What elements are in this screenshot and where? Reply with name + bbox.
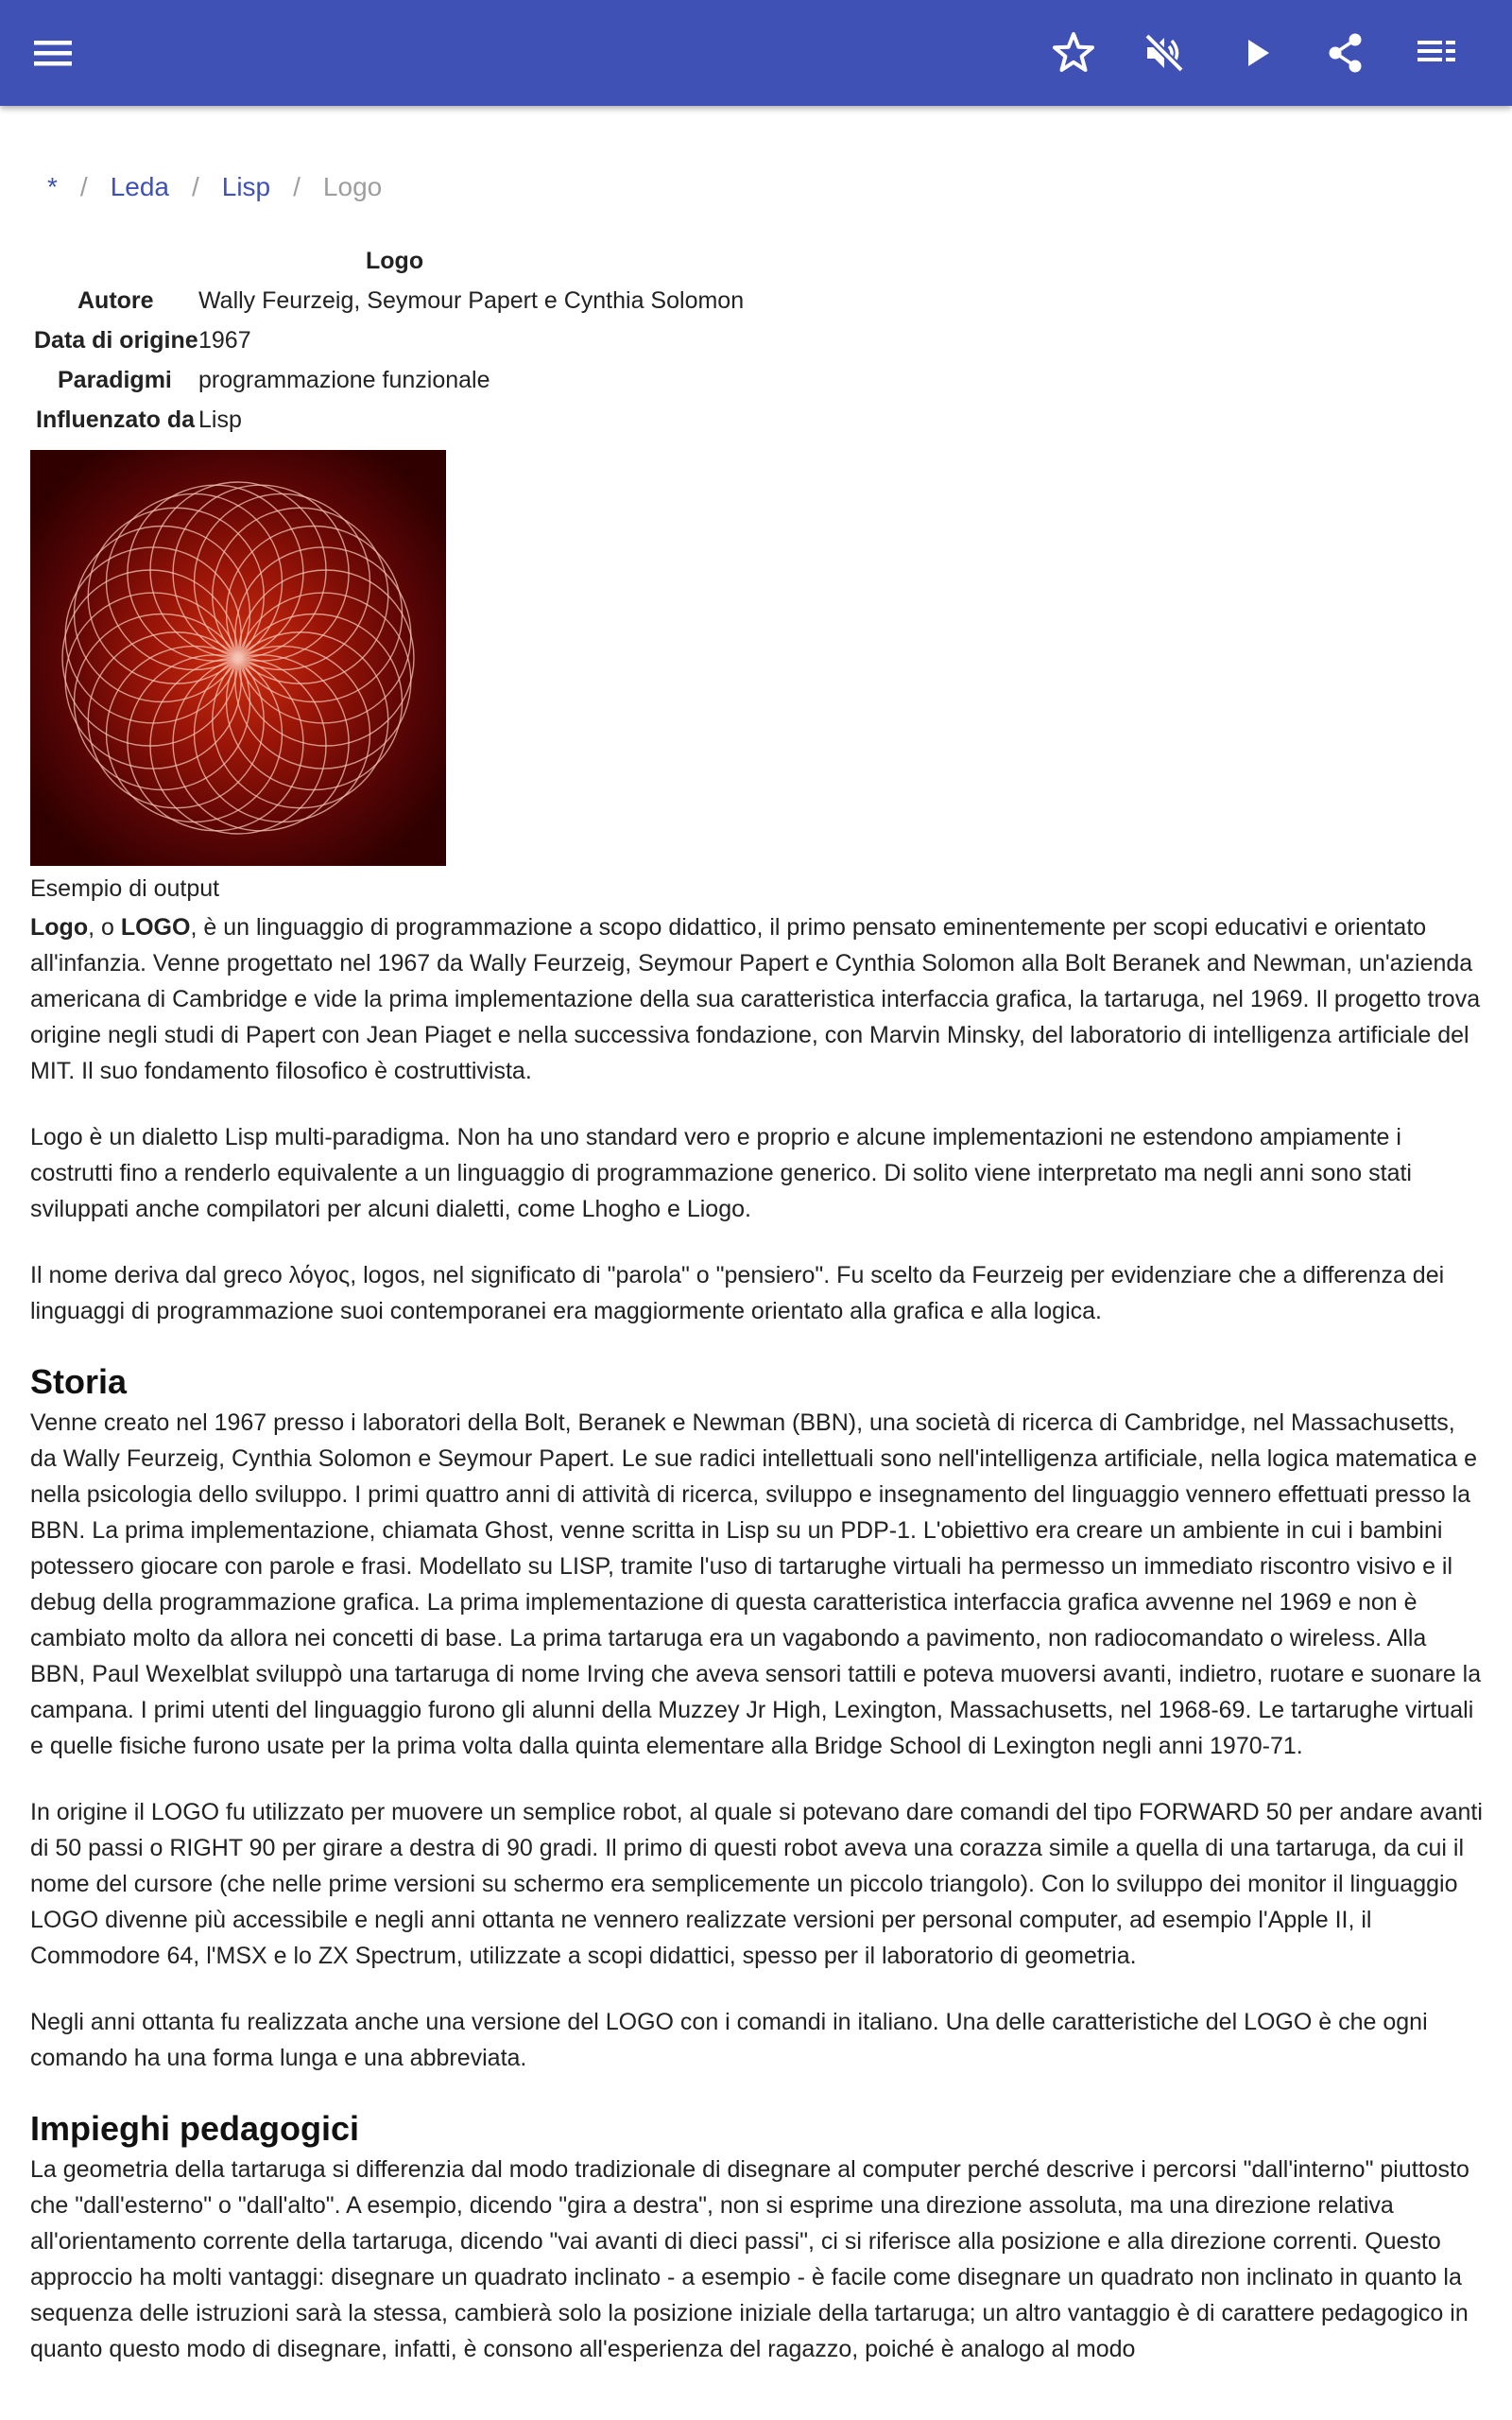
- infobox-label: Autore: [77, 287, 154, 314]
- logo-output-image[interactable]: [30, 450, 446, 866]
- breadcrumb-separator: /: [191, 172, 199, 201]
- paragraph-storia-2: In origine il LOGO fu utilizzato per muovere un semplice robot, al quale si potevano dare comandi del tipo FORWARD 50 per andare avanti di 50 passi o RIGHT 90 per girare a destra di 90 gradi. Il primo di questi robot aveva una corazza simile a quella di una tartaruga, da cui il nome del cursore (che nelle prime versioni su schermo era semplicemente un piccolo triangolo). Con lo sviluppo dei monitor il linguaggio LOGO divenne più accessibile e negli anni ottanta ne vennero realizzate versioni per personal computer, ad esempio l'Apple II, il Commodore 64, l'MSX e lo ZX Spectrum, utilizzate a scopi didattici, spesso per il laboratorio di geometria.: [30, 1799, 1483, 1969]
- breadcrumb-item-leda[interactable]: Leda: [110, 172, 169, 201]
- infobox-title: Logo: [366, 248, 424, 274]
- breadcrumb-current: Logo: [322, 172, 383, 201]
- infobox-value: 1967: [198, 327, 251, 354]
- paragraph-impieghi-1: La geometria della tartaruga si differenzia dal modo tradizionale di disegnare al computer perché descrive i percorsi "dall'interno" piuttosto che "dall'esterno" o "dall'alto". A esempio, dicendo "gira a destra", non si esprime una direzione assoluta, ma una direzione relativa all'orientamento corrente della tartaruga, dicendo "vai avanti di dieci passi", ci si riferisce alla posizione e alla direzione correnti. Questo approccio ha molti vantaggi: disegnare un quadrato inclinato - a esempio - è facile come disegnare un quadrato non inclinato in quanto la sequenza delle istruzioni sarà la stessa, cambierà solo la posizione iniziale della tartaruga; un altro vantaggio è di carattere pedagogico in quanto questo modo di disegnare, infatti, è consono all'esperienza del ragazzo, poiché è analogo al modo: [30, 2156, 1469, 2362]
- infobox-value: Lisp: [198, 406, 242, 433]
- infobox-label: Data di origine: [34, 327, 198, 354]
- infobox-label: Influenzato da: [36, 406, 196, 433]
- article-content: [30, 909, 1486, 2397]
- breadcrumb: [47, 166, 382, 208]
- playlist-icon[interactable]: [1410, 26, 1463, 79]
- app-bar: [0, 0, 1512, 106]
- paragraph-storia-1: Venne creato nel 1967 presso i laboratori della Bolt, Beranek e Newman (BBN), una società di ricerca di Cambridge, nel Massachusetts, da Wally Feurzeig, Cynthia Solomon e Seymour Papert. Le sue radici intellettuali sono nell'intelligenza artificiale, nella logica matematica e nella psicologia dello sviluppo. I primi quattro anni di attività di ricerca, sviluppo e insegnamento del linguaggio vennero effettuati presso la BBN. La prima implementazione, chiamata Ghost, venne scritta in Lisp su un PDP-1. L'obiettivo era creare un ambiente in cui i bambini potessero giocare con parole e frasi. Modellato su LISP, tramite l'uso di tartarughe virtuali ha permesso un immediato riscontro visivo e il debug della programmazione grafica. La prima implementazione di questa caratteristica interfaccia grafica avvenne nel 1969 e non è cambiato molto da allora nei concetti di base. La prima tartaruga era un vagabondo a pavimento, non radiocomandato o wireless. Alla BBN, Paul Wexelblat sviluppò una tartaruga di nome Irving che aveva sensori tattili e poteva muoversi avanti, indietro, ruotare e suonare la campana. I primi utenti del linguaggio furono gli alunni della Muzzey Jr High, Lexington, Massachusetts, nel 1968-69. Le tartarughe virtuali e quelle fisiche furono usate per la prima volta dalla quinta elementare alla Bridge School di Lexington negli anni 1970-71.: [30, 1409, 1482, 1759]
- term-logo-caps: LOGO: [120, 914, 191, 941]
- volume-off-icon[interactable]: [1138, 26, 1191, 79]
- intro-paragraph: [30, 909, 1486, 1089]
- paragraph-name-origin: Il nome deriva dal greco λόγος, logos, nel significato di "parola" o "pensiero". Fu scelto da Feurzeig per evidenziare che a differenza dei linguaggi di programmazione suoi contemporanei era maggiormente orientato alla grafica e alla logica.: [30, 1262, 1445, 1324]
- heading-storia: Storia: [30, 1362, 128, 1401]
- breadcrumb-home-link[interactable]: *: [47, 172, 58, 201]
- breadcrumb-item-lisp[interactable]: Lisp: [221, 172, 271, 201]
- infobox-value: programmazione funzionale: [198, 367, 490, 393]
- paragraph-dialect: Logo è un dialetto Lisp multi-paradigma. Non ha uno standard vero e proprio e alcune implementazioni ne estendono ampiamente i costrutti fino a renderlo equivalente a un linguaggio di programmazione generico. Di solito viene interpretato ma negli anni sono stati sviluppati anche compilatori per alcuni dialetti, come Lhogho e Liogo.: [30, 1124, 1412, 1222]
- term-logo: Logo: [30, 914, 89, 941]
- menu-icon[interactable]: [26, 26, 79, 79]
- figure-caption: Esempio di output: [30, 875, 220, 902]
- breadcrumb-separator: /: [293, 172, 301, 201]
- share-icon[interactable]: [1319, 26, 1372, 79]
- intro-text: , è un linguaggio di programmazione a scopo didattico, il primo pensato eminentemente per scopi educativi e orientato all'infanzia. Venne progettato nel 1967 da Wally Feurzeig, Seymour Papert e Cynthia Solomon alla Bolt Beranek and Newman, un'azienda americana di Cambridge e vide la prima implementazione della sua caratteristica interfaccia grafica, la tartaruga, nel 1969. Il progetto trova origine negli studi di Papert con Jean Piaget e nella successiva fondazione, con Marvin Minsky, del laboratorio di intelligenza artificiale del MIT. Il suo fondamento filosofico è costruttivista.: [30, 914, 1481, 1084]
- play-icon[interactable]: [1230, 26, 1283, 79]
- breadcrumb-separator: /: [79, 172, 88, 201]
- star-outline-icon[interactable]: [1047, 26, 1100, 79]
- heading-impieghi: Impieghi pedagogici: [30, 2109, 360, 2148]
- infobox-value: Wally Feurzeig, Seymour Papert e Cynthia Solomon: [198, 287, 745, 314]
- paragraph-storia-3: Negli anni ottanta fu realizzata anche una versione del LOGO con i comandi in italiano. Una delle caratteristiche del LOGO è che ogni comando ha una forma lunga e una abbreviata.: [30, 2009, 1428, 2071]
- intro-sep: , o: [88, 914, 121, 941]
- infobox-label: Paradigmi: [58, 367, 172, 393]
